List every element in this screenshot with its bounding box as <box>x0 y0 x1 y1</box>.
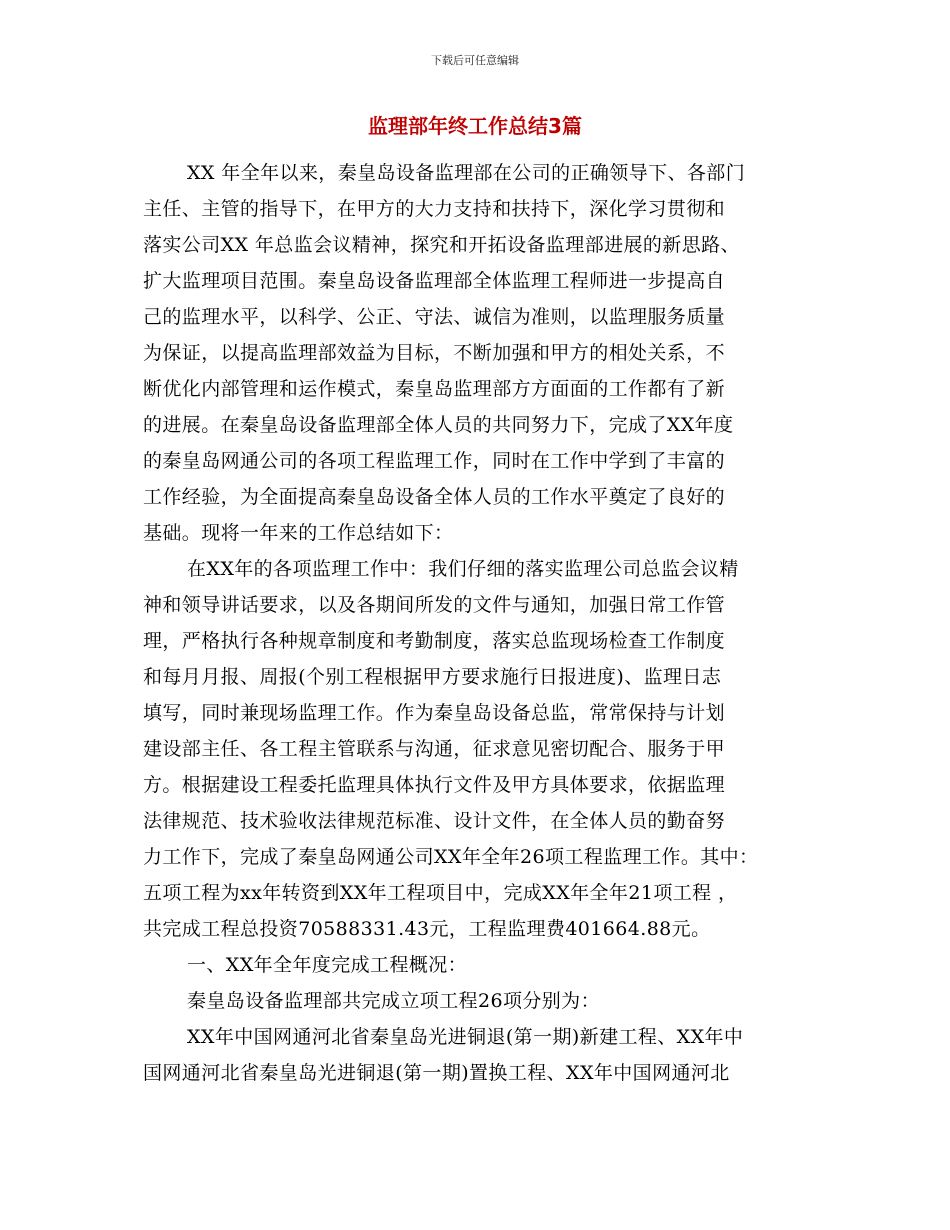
paragraph-4-line: 国网通河北省秦皇岛光进铜退(第一期)置换工程、XX年中国网通河北 <box>143 1062 730 1084</box>
paragraph-1-line: 扩大监理项目范围。秦皇岛设备监理部全体监理工程师进一步提高自 <box>143 270 726 292</box>
document-body <box>143 155 823 1091</box>
paragraph-2-line: 神和领导讲话要求，以及各期间所发的文件与通知，加强日常工作管 <box>143 594 726 616</box>
paragraph-2-line: 法律规范、技术验收法律规范标准、设计文件，在全体人员的勤奋努 <box>143 810 726 832</box>
paragraph-2-line: 和每月月报、周报(个别工程根据甲方要求施行日报进度)、监理日志 <box>143 666 722 688</box>
paragraph-1-line: 落实公司XX 年总监会议精神，探究和开拓设备监理部进展的新思路、 <box>143 234 740 256</box>
paragraph-3-line: 秦皇岛设备监理部共完成立项工程26项分别为： <box>187 990 600 1012</box>
paragraph-4-line: XX年中国网通河北省秦皇岛光进铜退(第一期)新建工程、XX年中 <box>187 1026 744 1048</box>
paragraph-1-line: 为保证，以提高监理部效益为目标，不断加强和甲方的相处关系，不 <box>143 342 726 364</box>
page-header-note: 下载后可任意编辑 <box>431 54 519 67</box>
paragraph-1-line: 基础。现将一年来的工作总结如下： <box>143 522 454 544</box>
section-heading: 一、XX年全年度完成工程概况： <box>187 954 468 976</box>
paragraph-1-line: 主任、主管的指导下，在甲方的大力支持和扶持下，深化学习贯彻和 <box>143 198 726 220</box>
paragraph-1-line: 工作经验，为全面提高秦皇岛设备全体人员的工作水平奠定了良好的 <box>143 486 726 508</box>
paragraph-2-line: 方。根据建设工程委托监理具体执行文件及甲方具体要求，依据监理 <box>143 774 726 796</box>
document-title: 监理部年终工作总结3篇 <box>368 114 582 138</box>
paragraph-1-line: 断优化内部管理和运作模式，秦皇岛监理部方方面面的工作都有了新 <box>143 378 726 400</box>
paragraph-2-line: 填写，同时兼现场监理工作。作为秦皇岛设备总监，常常保持与计划 <box>143 702 726 724</box>
paragraph-1-line: 的秦皇岛网通公司的各项工程监理工作，同时在工作中学到了丰富的 <box>143 450 726 472</box>
paragraph-2-line: 力工作下，完成了秦皇岛网通公司XX年全年26项工程监理工作。其中： <box>143 846 759 868</box>
paragraph-1-line: 己的监理水平，以科学、公正、守法、诚信为准则，以监理服务质量 <box>143 306 726 328</box>
paragraph-2-line: 在XX年的各项监理工作中：我们仔细的落实监理公司总监会议精 <box>187 558 739 580</box>
paragraph-1-line: XX 年全年以来，秦皇岛设备监理部在公司的正确领导下、各部门 <box>187 162 746 184</box>
paragraph-2-line: 五项工程为xx年转资到XX年工程项目中，完成XX年全年21项工程 ， <box>143 882 738 904</box>
paragraph-2-line: 理，严格执行各种规章制度和考勤制度，落实总监现场检查工作制度 <box>143 630 726 652</box>
paragraph-1-line: 的进展。在秦皇岛设备监理部全体人员的共同努力下，完成了XX年度 <box>143 414 734 436</box>
paragraph-2-line: 建设部主任、各工程主管联系与沟通，征求意见密切配合、服务于甲 <box>143 738 726 760</box>
paragraph-2-line: 共完成工程总投资70588331.43元，工程监理费401664.88元。 <box>143 918 711 940</box>
